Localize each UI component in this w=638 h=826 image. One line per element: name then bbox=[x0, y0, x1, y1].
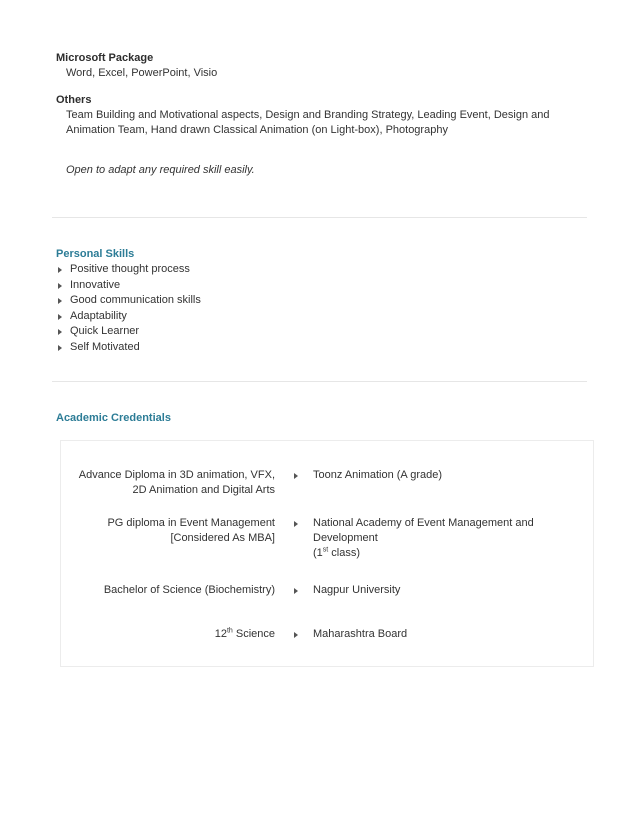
credential-course bbox=[61, 468, 275, 498]
course-line: Advance Diploma in 3D animation, VFX, bbox=[78, 469, 275, 481]
credential-institution bbox=[313, 516, 553, 561]
credential-institution bbox=[313, 583, 553, 598]
section-divider bbox=[52, 381, 587, 382]
skill-label: Self Motivated bbox=[70, 340, 140, 353]
skill-label: Positive thought process bbox=[70, 263, 190, 275]
adapt-note bbox=[56, 163, 596, 178]
grade-subject: Science bbox=[232, 628, 275, 640]
others-heading: Others bbox=[56, 94, 92, 106]
others-section bbox=[56, 93, 596, 138]
others-line-2: Animation Team, Hand drawn Classical Animation (on Light-box), Photography bbox=[66, 124, 448, 136]
microsoft-package-heading: Microsoft Package bbox=[56, 52, 154, 64]
list-item bbox=[56, 262, 596, 278]
bullet-triangle-icon bbox=[294, 521, 298, 527]
course-line: [Considered As MBA] bbox=[170, 532, 275, 544]
course-line: PG diploma in Event Management bbox=[107, 517, 275, 529]
institution-line: Maharashtra Board bbox=[313, 628, 408, 640]
institution-line: National Academy of Event Management and bbox=[313, 517, 534, 529]
academic-credentials-section bbox=[56, 411, 596, 426]
credential-institution bbox=[313, 468, 553, 483]
list-item bbox=[56, 293, 596, 309]
skill-label: Adaptability bbox=[70, 309, 127, 322]
course-line: Bachelor of Science (Biochemistry) bbox=[103, 584, 275, 596]
microsoft-package-items: Word, Excel, PowerPoint, Visio bbox=[66, 67, 218, 79]
personal-skills-list bbox=[56, 262, 596, 356]
list-item bbox=[56, 309, 596, 325]
personal-skills-heading: Personal Skills bbox=[56, 248, 135, 260]
bullet-triangle-icon bbox=[58, 283, 62, 289]
class-prefix: (1 bbox=[313, 547, 323, 559]
institution-line: Nagpur University bbox=[313, 584, 401, 596]
bullet-triangle-icon bbox=[58, 345, 62, 351]
adapt-note-text: Open to adapt any required skill easily. bbox=[66, 164, 255, 176]
bullet-triangle-icon bbox=[58, 267, 62, 273]
course-line: 2D Animation and Digital Arts bbox=[132, 484, 275, 496]
credential-course bbox=[61, 516, 275, 546]
class-superscript: st bbox=[322, 546, 329, 554]
microsoft-package-section bbox=[56, 51, 596, 81]
personal-skills-section bbox=[56, 247, 596, 356]
list-item bbox=[56, 278, 596, 294]
bullet-triangle-icon bbox=[294, 473, 298, 479]
academic-credentials-heading: Academic Credentials bbox=[56, 412, 171, 424]
credential-course bbox=[61, 627, 275, 642]
bullet-triangle-icon bbox=[294, 588, 298, 594]
bullet-triangle-icon bbox=[58, 298, 62, 304]
institution-line: Toonz Animation (A grade) bbox=[313, 469, 443, 481]
credential-course bbox=[61, 583, 275, 598]
institution-line bbox=[313, 546, 553, 561]
academic-credentials-table bbox=[60, 440, 594, 667]
credential-institution bbox=[313, 627, 553, 642]
institution-line: Development bbox=[313, 532, 378, 544]
bullet-triangle-icon bbox=[294, 632, 298, 638]
grade-number: 12 bbox=[214, 628, 227, 640]
skill-label: Innovative bbox=[70, 278, 121, 291]
bullet-triangle-icon bbox=[58, 329, 62, 335]
bullet-triangle-icon bbox=[58, 314, 62, 320]
others-line-1: Team Building and Motivational aspects, Design and Branding Strategy, Leading Event, Design and bbox=[66, 109, 550, 121]
list-item bbox=[56, 324, 596, 340]
course-line bbox=[61, 627, 275, 642]
class-suffix: class) bbox=[328, 547, 361, 559]
list-item bbox=[56, 340, 596, 356]
grade-superscript: th bbox=[226, 627, 233, 635]
skill-label: Good communication skills bbox=[70, 294, 201, 307]
section-divider bbox=[52, 217, 587, 218]
skill-label: Quick Learner bbox=[70, 325, 140, 338]
